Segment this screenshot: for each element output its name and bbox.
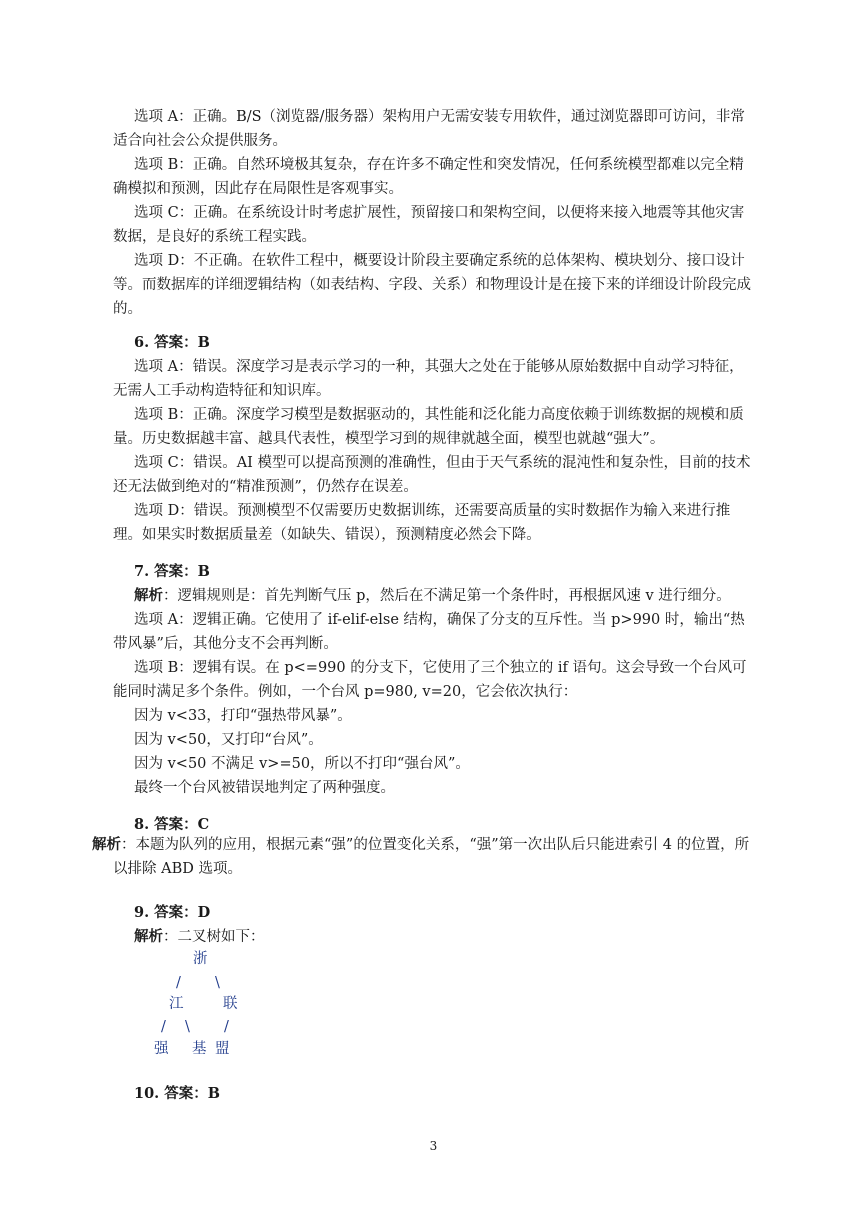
tree-edge: / [176,975,181,991]
tree-edge: \ [185,1019,190,1035]
tree-node-left-left: 强 [154,1041,169,1057]
q8-analysis-label: 解析 [92,836,121,853]
q9-analysis-label: 解析 [134,928,163,945]
q9-analysis [134,925,734,949]
q7-option-a: 选项 A：逻辑正确。它使用了 if-elif-else 结构，确保了分支的互斥性。当 p>990 时，输出“热带风暴”后，其他分支不会再判断。 [113,612,745,652]
q7-analysis [113,584,753,608]
tree-node-left: 江 [169,996,184,1012]
tree-edge: / [224,1019,229,1035]
tree-edge: \ [215,975,220,991]
q5-option-a: 选项 A：正确。B/S（浏览器/服务器）架构用户无需安装专用软件，通过浏览器即可访问，非常适合向社会公众提供服务。 [113,109,745,149]
q7-step: 因为 v<50 不满足 v>=50，所以不打印“强台风”。 [134,756,470,772]
q7-heading: 7. 答案：B [134,563,210,580]
tree-edge: / [161,1019,166,1035]
q8-analysis-text: ：本题为队列的应用，根据元素“强”的位置变化关系，“强”第一次出队后只能进索引 4 的位置，所以排除 ABD 选项。 [113,837,750,877]
q7-step: 因为 v<33，打印“强热带风暴”。 [134,708,352,724]
tree-node-right-left: 盟 [215,1041,230,1057]
q8-body [92,833,753,881]
page-number: 3 [429,1139,438,1153]
tree-node-left-right: 基 [192,1041,207,1057]
q5-option-b: 选项 B：正确。自然环境极其复杂，存在许多不确定性和突发情况，任何系统模型都难以完全精确模拟和预测，因此存在局限性是客观事实。 [113,157,744,197]
q7-step: 因为 v<50，又打印“台风”。 [134,732,323,748]
q6-option-c: 选项 C：错误。AI 模型可以提高预测的准确性，但由于天气系统的混沌性和复杂性，目前的技术还无法做到绝对的“精准预测”，仍然存在误差。 [113,455,751,495]
q9-body [134,925,734,949]
tree-node-root: 浙 [193,951,208,967]
q7-analysis-text: ：逻辑规则是：首先判断气压 p，然后在不满足第一个条件时，再根据风速 v 进行细分。 [163,588,731,604]
q5-options [113,105,753,321]
q7-analysis-label: 解析 [134,587,163,604]
q7-body [113,584,753,800]
q6-options [113,355,753,547]
q8-heading: 8. 答案：C [134,816,210,833]
q6-option-a: 选项 A：错误。深度学习是表示学习的一种，其强大之处在于能够从原始数据中自动学习特征，无需人工手动构造特征和知识库。 [113,359,744,399]
q6-heading: 6. 答案：B [134,334,210,351]
tree-node-right: 联 [223,996,238,1012]
q5-option-d: 选项 D：不正确。在软件工程中，概要设计阶段主要确定系统的总体架构、模块划分、接口设计等。而数据库的详细逻辑结构（如表结构、字段、关系）和物理设计是在接下来的详细设计阶段完成的。 [113,253,751,317]
q9-analysis-text: ：二叉树如下： [163,929,265,945]
q9-heading: 9. 答案：D [134,904,211,921]
q10-heading: 10. 答案：B [134,1085,221,1102]
q6-option-d: 选项 D：错误。预测模型不仅需要历史数据训练，还需要高质量的实时数据作为输入来进行推理。如果实时数据质量差（如缺失、错误），预测精度必然会下降。 [113,503,731,543]
q8-analysis [92,833,753,881]
q5-option-c: 选项 C：正确。在系统设计时考虑扩展性，预留接口和架构空间，以便将来接入地震等其他灾害数据，是良好的系统工程实践。 [113,205,745,245]
q7-step: 最终一个台风被错误地判定了两种强度。 [134,780,395,796]
q6-option-b: 选项 B：正确。深度学习模型是数据驱动的，其性能和泛化能力高度依赖于训练数据的规模和质量。历史数据越丰富、越具代表性，模型学习到的规律就越全面，模型也就越“强大”。 [113,407,744,447]
q7-option-b: 选项 B：逻辑有误。在 p<=990 的分支下，它使用了三个独立的 if 语句。这会导致一个台风可能同时满足多个条件。例如，一个台风 p=980, v=20，它会依次执行： [113,660,747,700]
